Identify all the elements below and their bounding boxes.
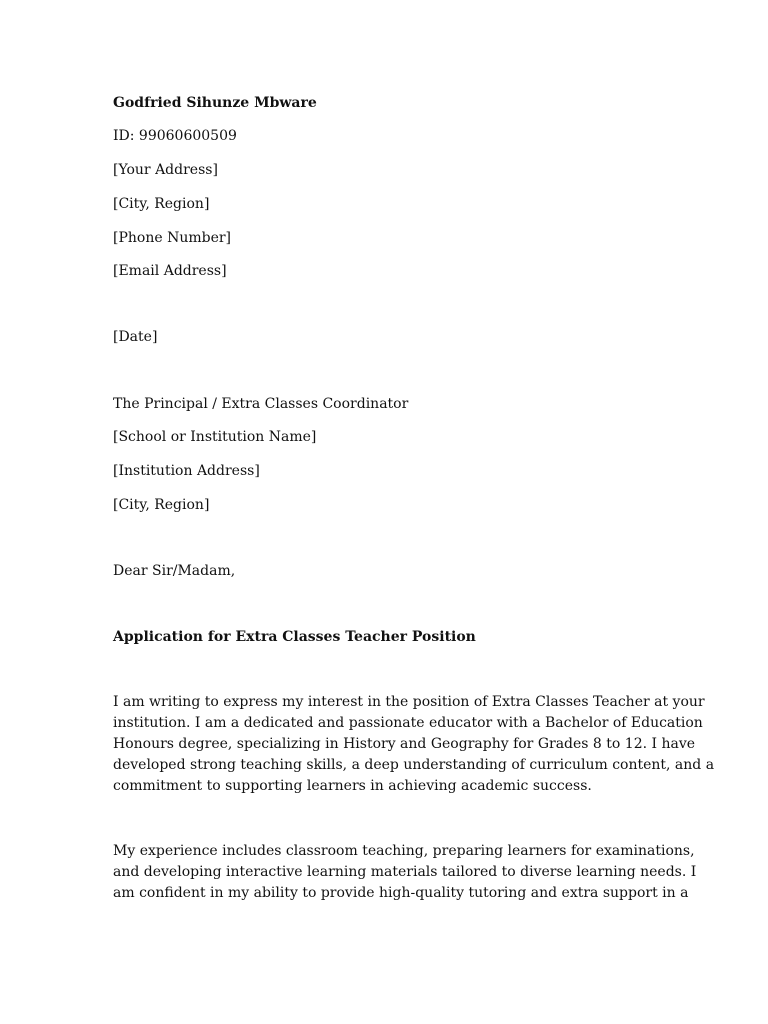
letter-date: [Date] [113, 329, 158, 345]
sender-address: [Your Address] [113, 162, 218, 178]
recipient-title: The Principal / Extra Classes Coordinator [113, 396, 409, 412]
subject-line: Application for Extra Classes Teacher Position [113, 629, 476, 645]
paragraph-line: am confident in my ability to provide high-quality tutoring and extra support in a [113, 885, 689, 901]
recipient-school: [School or Institution Name] [113, 429, 317, 445]
paragraph-line: and developing interactive learning materials tailored to diverse learning needs. I [113, 864, 697, 880]
salutation: Dear Sir/Madam, [113, 563, 236, 579]
paragraph-line: institution. I am a dedicated and passionate educator with a Bachelor of Education [113, 715, 703, 731]
paragraph-line: I am writing to express my interest in the position of Extra Classes Teacher at your [113, 694, 705, 710]
paragraph-line: developed strong teaching skills, a deep understanding of curriculum content, and a [113, 757, 715, 773]
body-paragraph-1 [113, 692, 715, 797]
paragraph-line: My experience includes classroom teaching, preparing learners for examinations, [113, 843, 695, 859]
sender-city-region: [City, Region] [113, 196, 210, 212]
paragraph-line: commitment to supporting learners in achieving academic success. [113, 778, 592, 794]
paragraph-line: Honours degree, specializing in History and Geography for Grades 8 to 12. I have [113, 736, 696, 752]
body-paragraph-2 [113, 841, 697, 904]
recipient-address: [Institution Address] [113, 463, 260, 479]
sender-name: Godfried Sihunze Mbware [113, 95, 317, 111]
sender-email: [Email Address] [113, 263, 227, 279]
sender-id: ID: 99060600509 [113, 128, 237, 144]
recipient-city-region: [City, Region] [113, 497, 210, 513]
sender-phone: [Phone Number] [113, 230, 232, 246]
